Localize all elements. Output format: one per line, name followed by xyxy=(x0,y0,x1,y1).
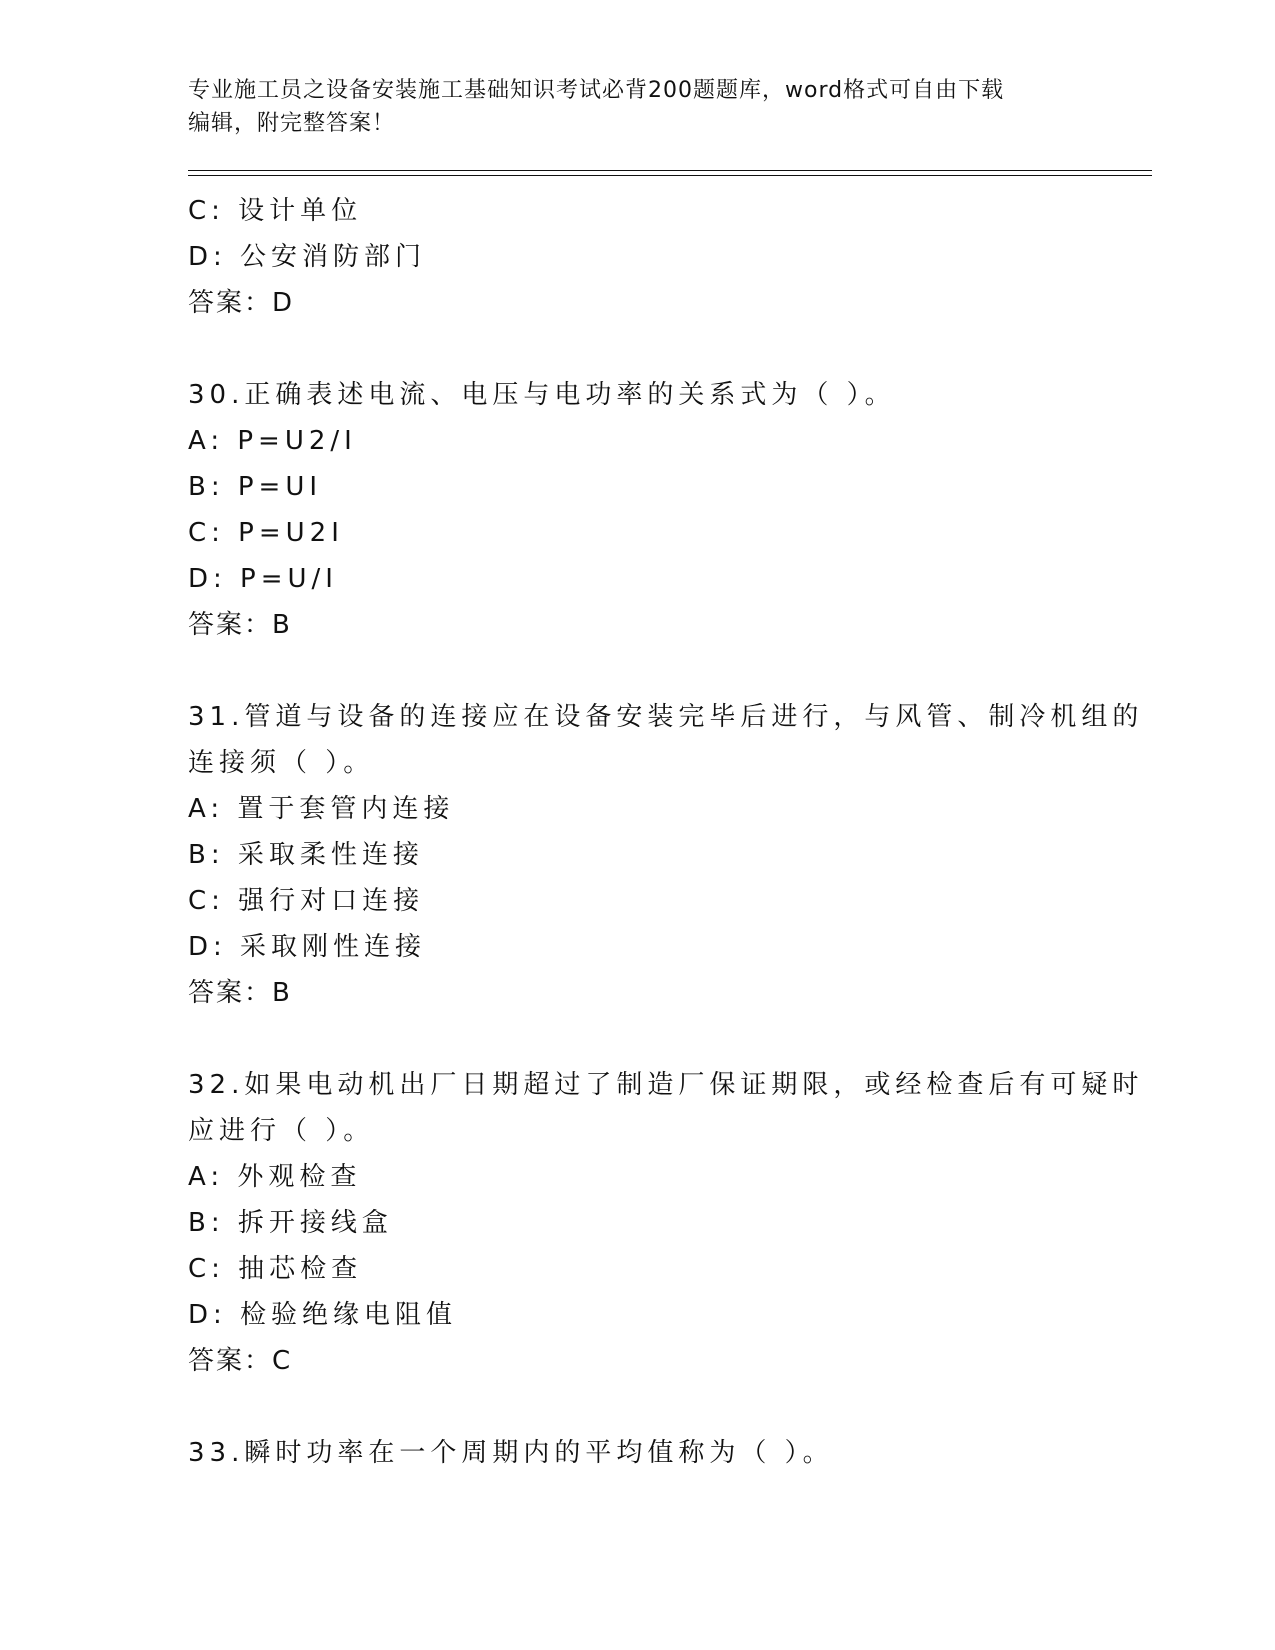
question-31 xyxy=(188,694,1144,1016)
header-rule-top xyxy=(188,170,1152,171)
option-a: A: 外观检查 xyxy=(188,1162,362,1192)
answer-line: 答案：C xyxy=(188,1346,293,1376)
document-header xyxy=(188,74,1088,140)
option-c: C: P=U2I xyxy=(188,518,344,548)
option-b: B: 拆开接线盒 xyxy=(188,1208,393,1238)
question-stem-line2: 连接须（ ）。 xyxy=(188,748,375,778)
question-content xyxy=(188,188,1144,1476)
option-a: A: P=U2/I xyxy=(188,426,357,456)
option-a: A: 置于套管内连接 xyxy=(188,794,455,824)
option-b: B: P=UI xyxy=(188,472,323,502)
answer-line: 答案：D xyxy=(188,288,295,318)
question-33 xyxy=(188,1430,1088,1476)
header-rule-bottom xyxy=(188,175,1152,176)
header-title-line1: 专业施工员之设备安装施工基础知识考试必背200题题库，word格式可自由下载 xyxy=(188,78,1005,103)
option-b: B: 采取柔性连接 xyxy=(188,840,424,870)
question-30 xyxy=(188,372,1088,648)
option-d: D: P=U/I xyxy=(188,564,338,594)
header-title-line2: 编辑，附完整答案！ xyxy=(188,111,396,136)
answer-line: 答案：B xyxy=(188,978,292,1008)
option-c: C: 设计单位 xyxy=(188,196,363,226)
question-stem: 30.正确表述电流、电压与电功率的关系式为（ ）。 xyxy=(188,380,896,410)
question-stem-line1: 31.管道与设备的连接应在设备安装完毕后进行，与风管、制冷机组的 xyxy=(188,702,1144,732)
question-stem: 33.瞬时功率在一个周期内的平均值称为（ ）。 xyxy=(188,1438,834,1468)
option-c: C: 强行对口连接 xyxy=(188,886,425,916)
answer-line: 答案：B xyxy=(188,610,292,640)
question-32 xyxy=(188,1062,1144,1384)
option-d: D: 检验绝缘电阻值 xyxy=(188,1300,458,1330)
option-d: D: 公安消防部门 xyxy=(188,242,427,272)
option-c: C: 抽芯检查 xyxy=(188,1254,363,1284)
question-stem-line2: 应进行（ ）。 xyxy=(188,1116,375,1146)
option-d: D: 采取刚性连接 xyxy=(188,932,427,962)
question-stem-line1: 32.如果电动机出厂日期超过了制造厂保证期限，或经检查后有可疑时 xyxy=(188,1070,1144,1100)
prev-question-tail xyxy=(188,188,1088,326)
